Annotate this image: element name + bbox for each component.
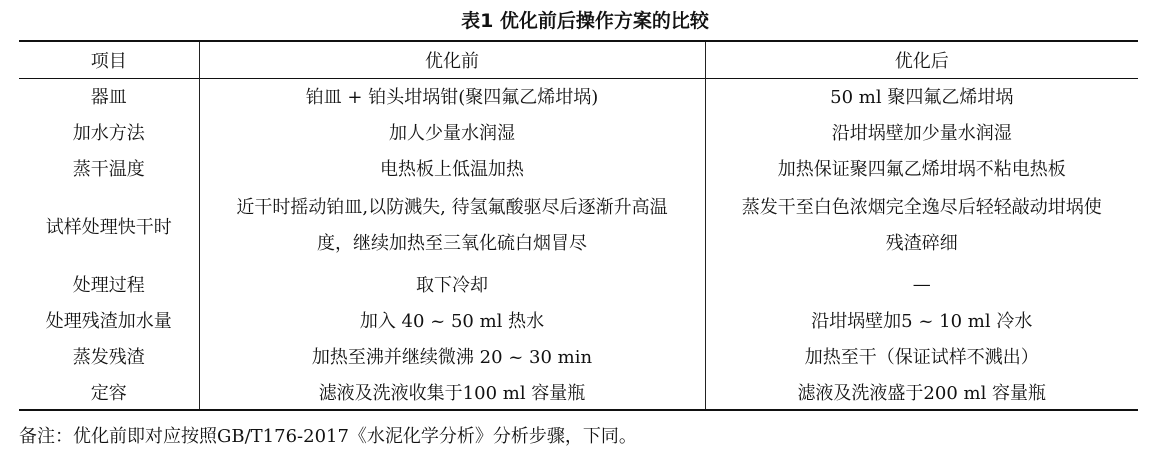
header-after: 优化后 — [705, 41, 1138, 78]
table-row — [19, 150, 1138, 186]
row-before — [199, 186, 705, 266]
row-before: 取下冷却 — [199, 266, 705, 302]
row-after-line: 残渣碎细 — [885, 233, 958, 254]
row-before-line: 度，继续加热至三氧化硫白烟冒尽 — [317, 233, 587, 254]
table-row — [19, 266, 1138, 302]
row-item: 蒸干温度 — [19, 150, 199, 186]
row-item: 蒸发残渣 — [19, 338, 199, 374]
comparison-table — [19, 40, 1138, 411]
row-after-line: 蒸发干至白色浓烟完全逸尽后轻轻敲动坩埚使 — [741, 197, 1102, 218]
row-item: 定容 — [19, 374, 199, 410]
header-item: 项目 — [19, 41, 199, 78]
table-row — [19, 302, 1138, 338]
row-item: 器皿 — [19, 78, 199, 114]
row-item: 处理残渣加水量 — [19, 302, 199, 338]
row-before-line: 近干时摇动铂皿,以防溅失, 待氢氟酸驱尽后逐渐升高温 — [236, 197, 668, 218]
table-row — [19, 186, 1138, 266]
row-after: 加热保证聚四氟乙烯坩埚不粘电热板 — [705, 150, 1138, 186]
table-footnote: 备注：优化前即对应按照GB/T176-2017《水泥化学分析》分析步骤，下同。 — [19, 426, 637, 447]
header-before: 优化前 — [199, 41, 705, 78]
row-before: 滤液及洗液收集于100 ml 容量瓶 — [199, 374, 705, 410]
row-after: 沿坩埚壁加5 ~ 10 ml 冷水 — [705, 302, 1138, 338]
row-after: 加热至干（保证试样不溅出） — [705, 338, 1138, 374]
table-header-row — [19, 41, 1138, 78]
table-row — [19, 78, 1138, 114]
table-row — [19, 374, 1138, 410]
row-before: 电热板上低温加热 — [199, 150, 705, 186]
row-before: 加入 40 ~ 50 ml 热水 — [199, 302, 705, 338]
row-item: 加水方法 — [19, 114, 199, 150]
row-item: 处理过程 — [19, 266, 199, 302]
row-before: 铂皿 + 铂头坩埚钳(聚四氟乙烯坩埚) — [199, 78, 705, 114]
row-after — [705, 186, 1138, 266]
table-title: 表1 优化前后操作方案的比较 — [461, 10, 709, 32]
row-item: 试样处理快干时 — [19, 186, 199, 266]
row-after: 沿坩埚壁加少量水润湿 — [705, 114, 1138, 150]
row-after: — — [705, 266, 1138, 302]
row-after: 50 ml 聚四氟乙烯坩埚 — [705, 78, 1138, 114]
table-row — [19, 338, 1138, 374]
row-before: 加热至沸并继续微沸 20 ~ 30 min — [199, 338, 705, 374]
row-after: 滤液及洗液盛于200 ml 容量瓶 — [705, 374, 1138, 410]
table-row — [19, 114, 1138, 150]
row-before: 加人少量水润湿 — [199, 114, 705, 150]
